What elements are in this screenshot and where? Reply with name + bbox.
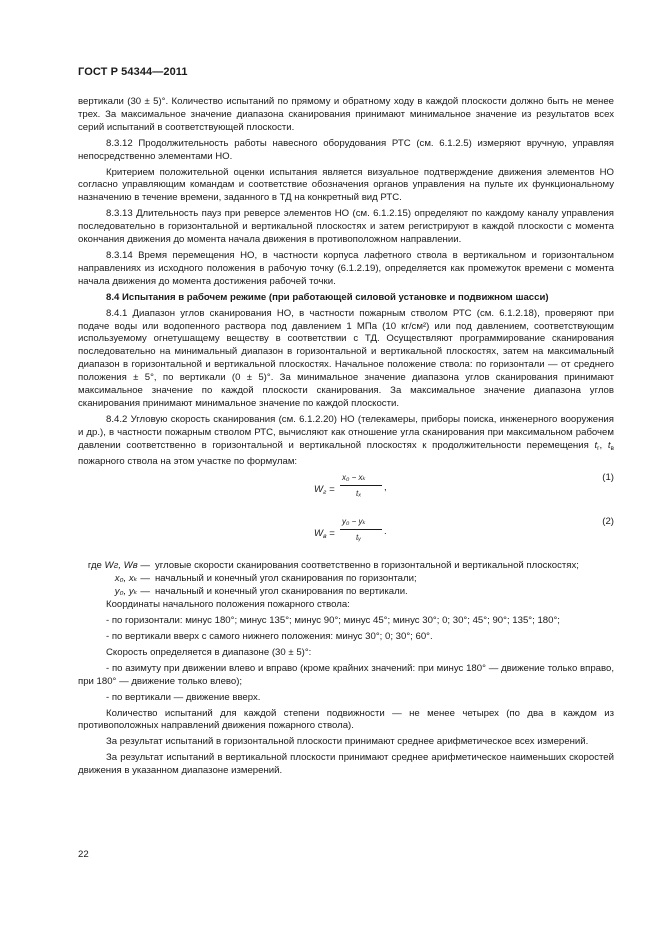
formula-2: $W_в$ = y₀ − yₖ tᵧ . (2) bbox=[78, 516, 614, 556]
paragraph-vertical-result: За результат испытаний в вертикальной плоскости принимают среднее арифметическое наименьших скоростей движения в указанном диапазоне измерений. bbox=[78, 752, 614, 777]
document-body bbox=[78, 96, 614, 781]
formula-1-number: (1) bbox=[602, 472, 614, 484]
paragraph-coordinates: Координаты начального положения пожарного ствола: bbox=[106, 599, 350, 611]
document-header: ГОСТ Р 54344—2011 bbox=[78, 66, 188, 78]
paragraph-test-count: Количество испытаний для каждой степени подвижности — не менее четырех (по два в каждом из противоположных направлений движения пожарного ствола). bbox=[78, 707, 614, 732]
formula-2-denominator: tᵧ bbox=[356, 533, 362, 543]
fraction-bar bbox=[340, 485, 382, 486]
paragraph-8-3-12: 8.3.12 Продолжительность работы навесного оборудования РТС (см. 6.1.2.5) измеряют вручную, управляя непосредственно элементами НО. bbox=[78, 137, 614, 162]
formula-1-numerator: x₀ − xₖ bbox=[342, 473, 366, 483]
formula-1-denominator: tₓ bbox=[356, 489, 362, 499]
paragraph-horizontal-result: За результат испытаний в горизонтальной плоскости принимают среднее арифметическое всех измерений. bbox=[106, 736, 589, 748]
list-item-azimuth: - по азимуту при движении влево и вправо (кроме крайних значений: при минус 180° — движение только вправо, при 180° — движение только влево); bbox=[78, 662, 614, 687]
paragraph-8-4-1: 8.4.1 Диапазон углов сканирования НО, в частности пожарным стволом РТС (см. 6.1.2.18), проверяют при подаче воды или водопенного раствора под давлением 1 МПа (10 кг/см²) или под давлением, соответствующим используемому огнетушащему веществу в соответствии с ТД. Осуществляют программирование сканирования последовательно на минимальный диапазон в горизонтальной и вертикальной плоскостях, затем на максимальный диапазон в горизонтальной и вертикальной плоскостях. Начальное положение ствола: по горизонтали — от среднего положения ± 5°, по вертикали (0 ± 5)°. За минимальное значение диапазона углов сканирования принимают максимальное значение по каждой плоскости сканирования. За максимальное значение диапазона углов сканирования принимают минимальное значение по каждой плоскости. bbox=[78, 307, 614, 409]
formula-2-numerator: y₀ − yₖ bbox=[342, 517, 366, 527]
paragraph-speed-range: Скорость определяется в диапазоне (30 ± 5)°: bbox=[106, 646, 312, 658]
list-item-horizontal: - по горизонтали: минус 180°; минус 135°; минус 90°; минус 45°; минус 30°; 0; 30°; 45°; 90°; 135°; 180°; bbox=[106, 615, 560, 627]
paragraph-8-3-14: 8.3.14 Время перемещения НО, в частности корпуса лафетного ствола в вертикальном и горизонтальном направлениях из исходного положения в рабочую точку (6.1.2.19), определяется как промежуток времени с момента начала движения до момента достижения рабочей точки. bbox=[78, 249, 614, 287]
definition-row: где Wг, Wв — угловые скорости сканирования соответственно в горизонтальной и вертикальной плоскостях; bbox=[87, 560, 579, 572]
paragraph-8-3-13: 8.3.13 Длительность пауз при реверсе элементов НО (см. 6.1.2.15) определяют по каждому каналу управления последовательно в горизонтальной и вертикальной плоскостях и затем регистрируют в каждой плоскости с момента окончания движения до момента начала движения в противоположном направлении. bbox=[78, 208, 614, 246]
page-number: 22 bbox=[78, 849, 89, 860]
list-item-vertical: - по вертикали вверх с самого нижнего положения: минус 30°; 0; 30°; 60°. bbox=[106, 631, 433, 642]
list-item-vertical-up: - по вертикали — движение вверх. bbox=[106, 691, 261, 703]
paragraph-8-4-2: 8.4.2 Угловую скорость сканирования (см. 6.1.2.20) НО (телекамеры, приборы поиска, инженерного вооружения и др.), в частности пожарным стволом РТС, вычисляют как отношение угла сканирования при максимальном рабочем давлении соответственно в горизонтальной и вертикальной плоскостях к продолжительности перемещения $t_г$, $t_в$ пожарного ствола на этом участке по формулам: bbox=[78, 413, 614, 467]
definition-row: x₀, xₖ — начальный и конечный угол сканирования по горизонтали; bbox=[114, 573, 417, 585]
paragraph-continuation: вертикали (30 ± 5)°. Количество испытаний по прямому и обратному ходу в каждой плоскости должно быть не менее трех. За максимальное значение диапазона сканирования принимают минимальное значение из результатов всех серий испытаний в соответствующей плоскости. bbox=[78, 96, 614, 133]
symbol-definitions bbox=[78, 560, 614, 599]
section-heading-8-4: 8.4 Испытания в рабочем режиме (при работающей силовой установке и подвижном шасси) bbox=[106, 291, 549, 303]
formula-2-number: (2) bbox=[602, 516, 614, 528]
definition-row: y₀, yₖ — начальный и конечный угол сканирования по вертикали. bbox=[114, 586, 408, 598]
fraction-bar bbox=[340, 529, 382, 530]
formula-1: $W_г$ = x₀ − xₖ tₓ , (1) bbox=[78, 472, 614, 512]
paragraph-criterion: Критерием положительной оценки испытания является визуальное подтверждение движения элементов НО согласно управляющим командам и соответствие обозначения органов управления на пульте их функциональному назначению в течение времени, заданного в ТД на конкретный вид РТС. bbox=[78, 166, 614, 204]
